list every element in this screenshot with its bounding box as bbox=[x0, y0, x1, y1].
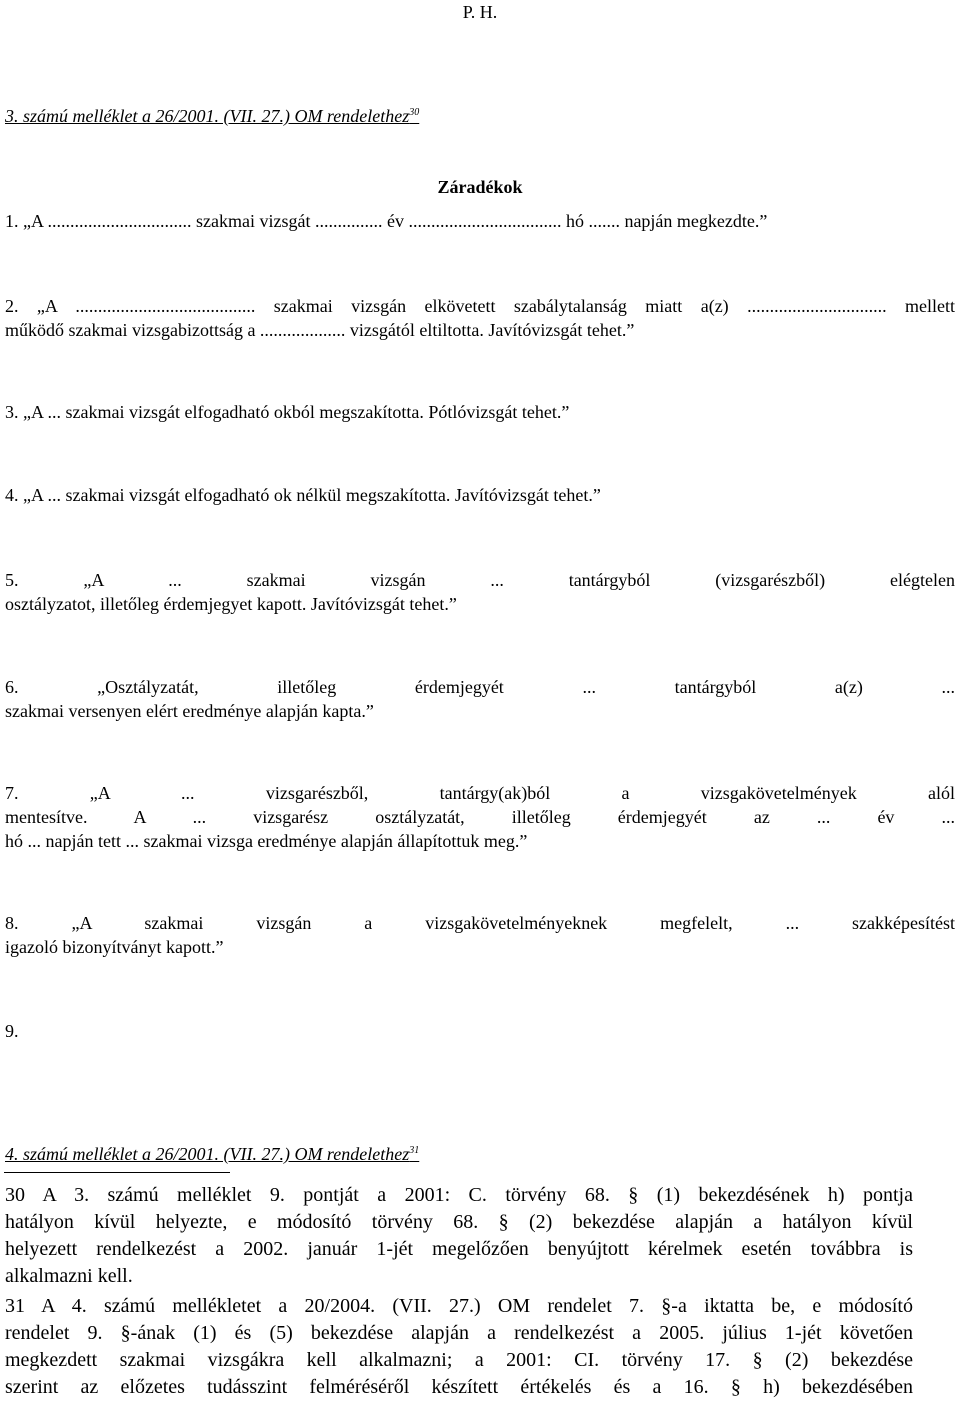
clause-7-line-2: mentesítve. A ... vizsgarész osztályzatát, illetőleg érdemjegyét az ... év ... bbox=[5, 807, 955, 827]
footnote-separator bbox=[4, 1172, 230, 1173]
footnote-ref-30: 30 bbox=[409, 107, 420, 118]
footnote-30-line-4: alkalmazni kell. bbox=[5, 1265, 133, 1287]
footnote-31-line-3: megkezdett szakmai vizsgákra kell alkalmazni; a 2001: CI. törvény 17. § (2) bekezdése bbox=[5, 1349, 913, 1371]
annex3-heading bbox=[5, 104, 419, 128]
annex4-heading bbox=[5, 1142, 419, 1166]
clause-7-line-3: hó ... napján tett ... szakmai vizsga eredménye alapján állapítottuk meg.” bbox=[5, 831, 528, 851]
footnote-31-line-2: rendelet 9. §-ának (1) és (5) bekezdése alapján a rendelkezést a 2005. július 1-jét követően bbox=[5, 1322, 913, 1344]
page-marker: P. H. bbox=[462, 2, 498, 22]
clause-1-line-1: 1. „A ................................ szakmai vizsgát ............... év .................................. hó ....... napján megkezdte.” bbox=[5, 211, 768, 231]
footnote-30-line-2: hatályon kívül helyezte, e módosító törvény 68. § (2) bekezdése alapján a hatályon kívül bbox=[5, 1211, 913, 1233]
clause-2-line-1: 2. „A ........................................ szakmai vizsgán elkövetett szabálytalanság miatt a(z) ............................... mellett bbox=[5, 296, 955, 316]
clause-2-line-2: működő szakmai vizsgabizottság a ................... vizsgától eltiltotta. Javítóvizsgát tehet.” bbox=[5, 320, 635, 340]
footnote-31-line-1: 31 A 4. számú mellékletet a 20/2004. (VII. 27.) OM rendelet 7. §-a iktatta be, e módosító bbox=[5, 1295, 913, 1317]
annex4-heading-text: 4. számú melléklet a 26/2001. (VII. 27.) OM rendelethez bbox=[5, 1144, 410, 1164]
footnote-ref-31: 31 bbox=[409, 1145, 420, 1156]
clause-5-line-1: 5. „A ... szakmai vizsgán ... tantárgyból (vizsgarészből) elégtelen bbox=[5, 570, 955, 590]
clause-3-line-1: 3. „A ... szakmai vizsgát elfogadható okból megszakította. Pótlóvizsgát tehet.” bbox=[5, 402, 570, 422]
annex3-heading-text: 3. számú melléklet a 26/2001. (VII. 27.) OM rendelethez bbox=[5, 106, 410, 126]
clause-5-line-2: osztályzatot, illetőleg érdemjegyet kapott. Javítóvizsgát tehet.” bbox=[5, 594, 457, 614]
footnote-30-line-1: 30 A 3. számú melléklet 9. pontját a 2001: C. törvény 68. § (1) bekezdésének h) pontja bbox=[5, 1184, 913, 1206]
footnote-31-line-4: szerint az előzetes tudásszint felméréséről készített értékelés és a 16. § h) bekezdésében bbox=[5, 1376, 913, 1398]
clause-6-line-2: szakmai versenyen elért eredménye alapján kapta.” bbox=[5, 701, 374, 721]
annex3-title: Záradékok bbox=[437, 177, 523, 197]
clause-8-line-1: 8. „A szakmai vizsgán a vizsgakövetelményeknek megfelelt, ... szakképesítést bbox=[5, 913, 955, 933]
clause-8-line-2: igazoló bizonyítványt kapott.” bbox=[5, 937, 224, 957]
clause-7-line-1: 7. „A ... vizsgarészből, tantárgy(ak)ból a vizsgakövetelmények alól bbox=[5, 783, 955, 803]
clause-9-line-1: 9. bbox=[5, 1021, 19, 1041]
clause-4-line-1: 4. „A ... szakmai vizsgát elfogadható ok nélkül megszakította. Javítóvizsgát tehet.” bbox=[5, 485, 601, 505]
clause-6-line-1: 6. „Osztályzatát, illetőleg érdemjegyét ... tantárgyból a(z) ... bbox=[5, 677, 955, 697]
footnote-30-line-3: helyezett rendelkezést a 2002. január 1-jét megelőzően benyújtott kérelmek esetén továbbra is bbox=[5, 1238, 913, 1260]
